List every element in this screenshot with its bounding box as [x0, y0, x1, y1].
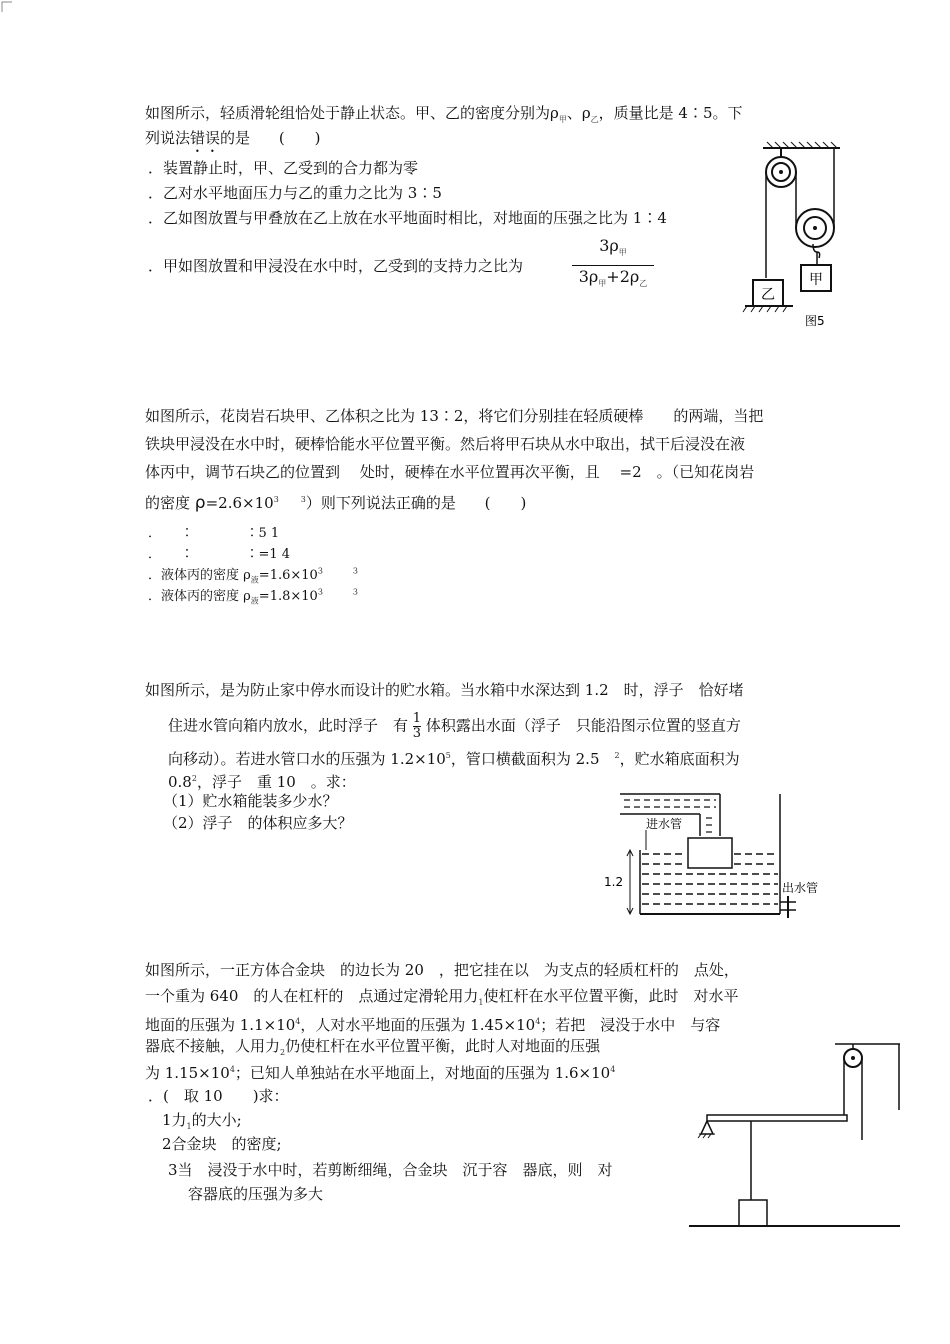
q2-line2: 铁块甲浸没在水中时，硬棒恰能水平位置平衡。然后将甲石块从水中取出，拭干后浸没在液: [145, 435, 746, 453]
emphasis-wrong: 错误: [190, 129, 221, 147]
q4-ask-2: 2合金块 的密度;: [162, 1135, 282, 1153]
q3-line3: 向移动）。若进水管口水的压强为 $1.2\times 10^5$，管口横截面积为 2.5 $^2$，贮水箱底面积为: [168, 750, 740, 768]
q4-line4: 器底不接触，人用力$_2$仍使杠杆在水平位置平衡，此时人对地面的压强: [145, 1037, 601, 1057]
q2-line4: 的密度 $\rho=2.6\times 10^3$ $^3$）则下列说法正确的是 ( ): [145, 493, 527, 513]
answer-paren: ( ): [484, 494, 527, 512]
q3-ask-1: （1）贮水箱能装多少水？: [163, 792, 338, 810]
answer-paren: ( ): [278, 129, 321, 147]
q3-line1: 如图所示，是为防止家中停水而设计的贮水箱。当水箱中水深达到 1.2 时，浮子 恰好堵: [145, 681, 744, 699]
q1-option-a: ．装置静止时，甲、乙受到的合力都为零: [148, 159, 419, 177]
q2-option-a: ． ∶ ∶5 1: [148, 526, 280, 541]
q4-ask-3: 3当 浸没于水中时，若剪断细绳，合金块 沉于容 器底，则 对: [168, 1161, 613, 1179]
fraction-denominator: $3\rho_甲+2\rho_乙$: [578, 267, 648, 289]
q3-line4: $0.8^2$，浮子 重 10 。求：: [168, 773, 356, 791]
one-third-fraction: $\frac{1}{3}$: [412, 711, 422, 741]
q2-option-b: ． ∶ ∶=1 4: [148, 547, 291, 562]
block-jia-label: 甲: [809, 272, 823, 288]
inlet-pipe-label: 进水管: [646, 817, 683, 831]
q1-stem-line1: 如图所示，轻质滑轮组恰处于静止状态。甲、乙的密度分别为$\rho_甲$、$\rho_乙$，质量比是 4∶5。下: [145, 104, 743, 124]
corner-crop-mark: [0, 0, 14, 14]
lever-figure: [685, 1040, 905, 1235]
q4-ask-3-cont: 容器底的压强为多大: [188, 1185, 324, 1203]
q4-line3: 地面的压强为 $1.1\times 10^4$，人对水平地面的压强为 $1.45\times 10^4$；若把 浸没于水中 与容: [145, 1016, 721, 1034]
q2-line3: 体丙中，调节石块乙的位置到 处时，硬棒在水平位置再次平衡，且 =2 。（已知花岗岩: [145, 463, 755, 481]
q1-option-d: ．甲如图放置和甲浸没在水中时，乙受到的支持力之比为: [148, 257, 524, 275]
outlet-pipe-label: 出水管: [782, 881, 819, 895]
block-yi-label: 乙: [761, 287, 775, 303]
depth-label: 1.2: [604, 875, 624, 889]
q4-line5: 为 $1.15\times 10^4$；已知人单独站在水平地面上，对地面的压强为 $1.6\times 10^4$: [145, 1064, 616, 1082]
q3-ask-2: （2）浮子 的体积应多大？: [163, 814, 353, 832]
q2-option-c: ．液体丙的密度 $\rho_液=1.6\times 10^3$ $^3$: [148, 566, 358, 585]
q2-option-d: ．液体丙的密度 $\rho_液=1.8\times 10^3$ $^3$: [148, 587, 358, 606]
q1-option-b: ．乙对水平地面压力与乙的重力之比为 3∶5: [148, 184, 442, 202]
q2-line1: 如图所示，花岗岩石块甲、乙体积之比为 13∶2，将它们分别挂在轻质硬棒 的两端，当把: [145, 407, 764, 425]
q4-line6: ．( 取 10 )求：: [148, 1087, 289, 1105]
q1-option-c: ．乙如图放置与甲叠放在乙上放在水平地面时相比，对地面的压强之比为 1∶4: [148, 209, 667, 227]
pulley-system-figure: [735, 140, 845, 335]
water-tank-figure: [600, 790, 830, 920]
figure-caption: 图5: [805, 314, 825, 328]
q1-fraction: [572, 236, 654, 295]
fraction-numerator: $3\rho_甲$: [599, 236, 627, 258]
q3-line2: 住进水管向箱内放水，此时浮子 有 $\frac{1}{3}$ 体积露出水面（浮子 只能沿图示位置的竖直方: [168, 711, 741, 741]
q1-stem-line2: 列说法错误的是 ( ): [145, 129, 321, 147]
q4-line1: 如图所示，一正方体合金块 的边长为 20 ，把它挂在以 为支点的轻质杠杆的 点处，: [145, 961, 739, 979]
q4-line2: 一个重为 640 的人在杠杆的 点通过定滑轮用力$_1$使杠杆在水平位置平衡，此时 对水平: [145, 987, 739, 1007]
q4-ask-1: 1力$_1$的大小;: [162, 1111, 242, 1131]
